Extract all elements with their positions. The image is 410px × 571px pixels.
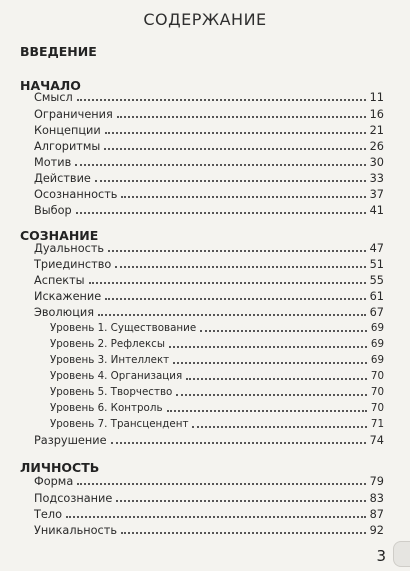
toc-entry-page: 69 [370,338,384,350]
toc-entry-label: Действие [34,172,91,185]
toc-entry-label: Уровень 6. Контроль [50,402,163,414]
toc-entry-label: Смысл [34,91,73,104]
dot-leader [121,196,365,198]
dot-leader [105,132,366,134]
toc-subentry[interactable] [50,400,384,415]
toc-entry-page: 47 [369,242,384,255]
toc-subentry[interactable] [50,352,384,367]
toc-entry-page: 70 [370,370,384,382]
toc-entry-page: 70 [370,386,384,398]
section-heading-start: НАЧАЛО [20,78,81,93]
toc-entry-label: Триединство [34,258,112,271]
toc-entry-page: 51 [369,258,384,271]
dot-leader [75,164,365,166]
toc-entry[interactable] [34,272,384,287]
dot-leader [108,250,366,252]
toc-entry-page: 92 [369,524,384,537]
dot-leader [200,330,367,332]
toc-entry-label: Алгоритмы [34,140,101,153]
toc-entry[interactable] [34,122,384,137]
toc-entry-label: Уровень 3. Интеллект [50,354,170,366]
toc-entry[interactable] [34,89,384,104]
toc-subentry[interactable] [50,320,384,335]
toc-entry[interactable] [34,186,384,201]
toc-entry-label: Форма [34,475,74,488]
toc-entry-label: Мотив [34,156,72,169]
dot-leader [117,116,366,118]
toc-entry-page: 67 [369,306,384,319]
toc-entry-page: 69 [370,354,384,366]
toc-entry-label: Уровень 4. Организация [50,370,183,382]
dot-leader [89,282,366,284]
toc-entry[interactable] [34,202,384,217]
toc-entry[interactable] [34,288,384,303]
dot-leader [105,298,365,300]
dot-leader [167,410,367,412]
dot-leader [192,426,366,428]
toc-entry-page: 11 [369,91,384,104]
toc-entry-page: 41 [369,204,384,217]
section-heading-personality: ЛИЧНОСТЬ [20,460,100,475]
dot-leader [115,266,365,268]
toc-entry-page: 26 [369,140,384,153]
toc-entry-page: 33 [369,172,384,185]
toc-entry-page: 74 [369,434,384,447]
dot-leader [173,362,367,364]
toc-entry[interactable] [34,106,384,121]
toc-subentry[interactable] [50,416,384,431]
dot-leader [66,516,366,518]
dot-leader [116,500,365,502]
toc-entry[interactable] [34,522,384,537]
dot-leader [121,532,366,534]
dot-leader [104,148,365,150]
toc-entry[interactable] [34,138,384,153]
dot-leader [76,212,366,214]
toc-entry-page: 30 [369,156,384,169]
toc-entry-page: 55 [369,274,384,287]
dot-leader [186,378,367,380]
toc-entry-label: Концепции [34,124,101,137]
toc-entry-label: Разрушение [34,434,107,447]
dot-leader [169,346,367,348]
toc-entry-label: Ограничения [34,108,113,121]
toc-entry[interactable] [34,154,384,169]
toc-entry-label: Тело [34,508,62,521]
toc-entry-page: 87 [369,508,384,521]
dot-leader [98,314,366,316]
toc-entry[interactable] [34,490,384,505]
dot-leader [77,483,365,485]
toc-entry-page: 69 [370,322,384,334]
toc-entry-label: Искажение [34,290,102,303]
toc-entry[interactable] [34,432,384,447]
toc-entry[interactable] [34,304,384,319]
dot-leader [176,394,367,396]
page-title: СОДЕРЖАНИЕ [143,10,267,29]
toc-entry-label: Эволюция [34,306,95,319]
toc-subentry[interactable] [50,384,384,399]
dot-leader [111,442,366,444]
toc-entry-page: 37 [369,188,384,201]
section-heading-consciousness: СОЗНАНИЕ [20,228,99,243]
toc-entry[interactable] [34,506,384,521]
toc-entry-page: 71 [370,418,384,430]
toc-entry-label: Аспекты [34,274,85,287]
corner-tab-icon [393,541,410,567]
toc-entry-label: Дуальность [34,242,105,255]
toc-entry-label: Уровень 1. Существование [50,322,197,334]
dot-leader [77,99,366,101]
toc-subentry[interactable] [50,336,384,351]
toc-entry-label: Уровень 7. Трансцендент [50,418,189,430]
toc-entry-page: 70 [370,402,384,414]
toc-entry-label: Уровень 2. Рефлексы [50,338,165,350]
toc-entry-page: 83 [369,492,384,505]
toc-entry-page: 79 [369,475,384,488]
section-heading-intro: ВВЕДЕНИЕ [20,44,97,59]
toc-entry-label: Уровень 5. Творчество [50,386,173,398]
toc-entry-label: Осознанность [34,188,118,201]
toc-entry[interactable] [34,170,384,185]
toc-entry[interactable] [34,240,384,255]
toc-entry-label: Уникальность [34,524,117,537]
toc-entry-page: 21 [369,124,384,137]
toc-entry-page: 61 [369,290,384,303]
toc-entry[interactable] [34,256,384,271]
toc-entry[interactable] [34,473,384,488]
toc-subentry[interactable] [50,368,384,383]
dot-leader [95,180,366,182]
toc-entry-label: Выбор [34,204,72,217]
toc-entry-page: 16 [369,108,384,121]
page-number: 3 [376,547,386,565]
toc-entry-label: Подсознание [34,492,113,505]
